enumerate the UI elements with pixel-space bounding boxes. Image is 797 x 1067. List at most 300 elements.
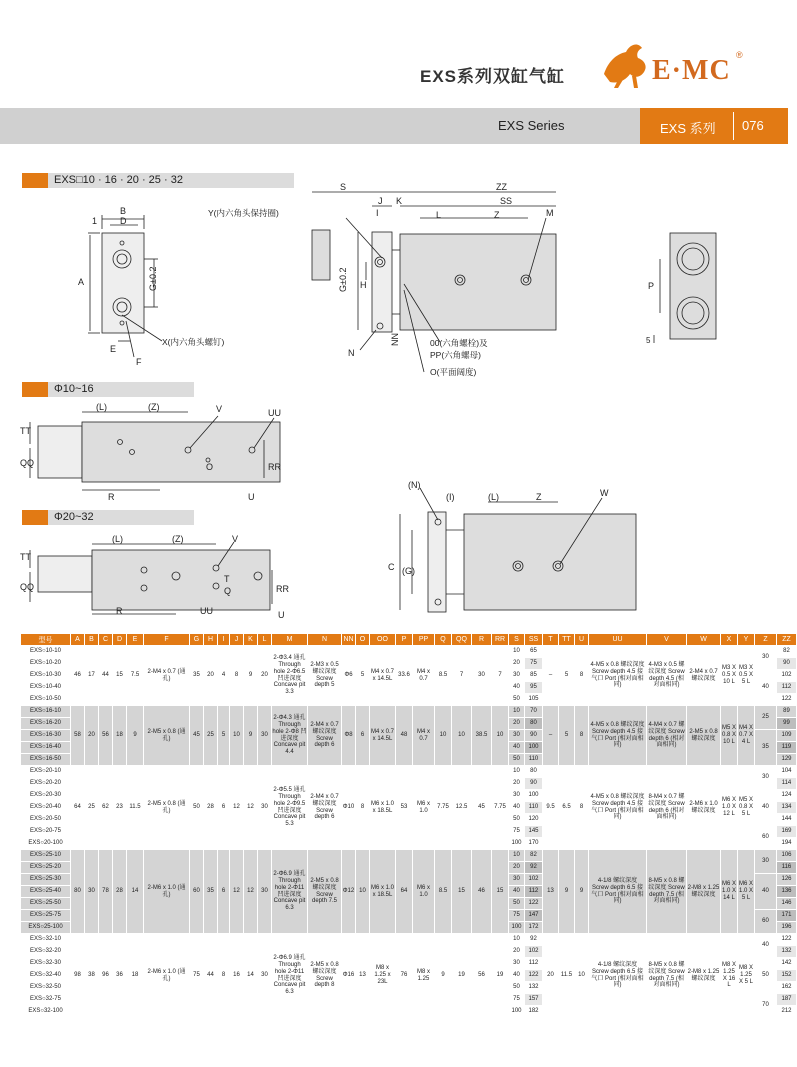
cell-zz: 114 (777, 778, 797, 790)
cell-x: M3 X 0.5 X 10 L (721, 646, 738, 706)
cell-o: 6 (356, 706, 370, 766)
cell-zz: 106 (777, 850, 797, 862)
svg-text:(Z): (Z) (172, 534, 184, 544)
cell-b: 25 (85, 766, 99, 850)
cell-l: 30 (258, 766, 272, 850)
spec-table (20, 633, 797, 1018)
cell-zz: 187 (777, 994, 797, 1006)
model-cell: EXS○20-75 (21, 826, 71, 838)
header-q: Q (435, 634, 452, 646)
table-header-row (21, 634, 797, 646)
svg-text:S: S (340, 182, 347, 192)
cell-ss: 132 (525, 982, 543, 994)
svg-text:(L): (L) (96, 402, 107, 412)
cell-c: 44 (99, 646, 113, 706)
cell-zz: 212 (777, 1006, 797, 1018)
side-view-phi20-drawing (380, 478, 650, 628)
side-view-drawing (208, 180, 630, 380)
model-cell: EXS○10-10 (21, 646, 71, 658)
cell-f: 2-M5 x 0.8 (通孔) (144, 766, 190, 850)
cell-z: 30 (755, 850, 777, 874)
header-c: C (99, 634, 113, 646)
svg-text:R: R (108, 492, 115, 502)
cell-m: 2-Φ4.3 通孔 Through hole 2-Φ8 凹进深度 Concave pit 4.4 (272, 706, 308, 766)
cell-c: 56 (99, 706, 113, 766)
cell-j: 10 (230, 706, 244, 766)
cell-qq: 19 (452, 934, 472, 1018)
cell-s: 50 (509, 982, 525, 994)
page-number: 076 (742, 118, 764, 133)
cell-ss: 170 (525, 838, 543, 850)
cell-i: 5 (218, 706, 230, 766)
svg-text:R: R (116, 606, 123, 616)
cell-ss: 70 (525, 706, 543, 718)
svg-text:P: P (648, 281, 655, 291)
cell-zz: 112 (777, 682, 797, 694)
series-name-cn: EXS 系列 (660, 121, 716, 136)
cell-ss: 80 (525, 766, 543, 778)
cell-b: 17 (85, 646, 99, 706)
cell-u: 9 (575, 850, 589, 934)
model-cell: EXS○20-30 (21, 790, 71, 802)
model-cell: EXS○25-10 (21, 850, 71, 862)
header-i: I (218, 634, 230, 646)
cell-e: 18 (127, 934, 144, 1018)
header-z: Z (755, 634, 777, 646)
cell-uu: 4-1/8 螺纹深度 Screw depth 6.5 接气口 Port (相对面相同) (589, 850, 647, 934)
cell-s: 100 (509, 1006, 525, 1018)
cell-nn: Φ12 (342, 850, 356, 934)
svg-text:H: H (360, 280, 367, 290)
cell-nn: Φ8 (342, 706, 356, 766)
cell-s: 20 (509, 778, 525, 790)
model-cell: EXS○32-10 (21, 934, 71, 946)
header-d: D (113, 634, 127, 646)
cell-z: 40 (755, 934, 777, 958)
cell-c: 78 (99, 850, 113, 934)
header-m: M (272, 634, 308, 646)
svg-text:E: E (110, 344, 117, 354)
cell-s: 75 (509, 826, 525, 838)
cell-nn: Φ16 (342, 934, 356, 1018)
cell-b: 30 (85, 850, 99, 934)
header-k: K (244, 634, 258, 646)
svg-text:K: K (396, 196, 403, 206)
cell-rr: 19 (492, 934, 509, 1018)
cell-zz: 144 (777, 814, 797, 826)
cell-d: 15 (113, 646, 127, 706)
svg-text:(N): (N) (408, 480, 421, 490)
header-model: 型号 (21, 634, 71, 646)
callout-o: O(平面阔度) (430, 367, 477, 377)
cell-k: 14 (244, 934, 258, 1018)
cell-s: 40 (509, 886, 525, 898)
cell-s: 40 (509, 682, 525, 694)
svg-text:(G): (G) (402, 566, 415, 576)
cell-j: 8 (230, 646, 244, 706)
cell-c: 96 (99, 934, 113, 1018)
cell-q: 8.5 (435, 850, 452, 934)
header-x: X (721, 634, 738, 646)
header-h: H (204, 634, 218, 646)
cell-nn: Φ10 (342, 766, 356, 850)
cell-ss: 112 (525, 886, 543, 898)
cell-ss: 122 (525, 898, 543, 910)
cell-tt: 6.5 (559, 766, 575, 850)
model-cell: EXS○16-20 (21, 718, 71, 730)
header-a: A (71, 634, 85, 646)
header-s: S (509, 634, 525, 646)
svg-text:A: A (78, 277, 85, 287)
cell-g: 75 (190, 934, 204, 1018)
cell-zz: 146 (777, 898, 797, 910)
cell-m: 2-Φ5.5 通孔 Through hole 2-Φ9.5 凹进深度 Concave pit 5.3 (272, 766, 308, 850)
cell-e: 14 (127, 850, 144, 934)
cell-l: 30 (258, 934, 272, 1018)
cell-s: 20 (509, 658, 525, 670)
cell-g: 50 (190, 766, 204, 850)
page-title: EXS系列双缸气缸 (420, 67, 566, 86)
cell-f: 2-M4 x 0.7 (通孔) (144, 646, 190, 706)
model-cell: EXS○25-30 (21, 874, 71, 886)
svg-text:5: 5 (646, 336, 651, 345)
cell-uu: 4-M5 x 0.8 螺纹深度 Screw depth 4.5 接气口 Port (相对面相同) (589, 706, 647, 766)
cell-zz: 136 (777, 886, 797, 898)
cell-y: M4 X 0.7 X 4 L (738, 706, 755, 766)
cell-h: 35 (204, 850, 218, 934)
cell-v: 4-M4 x 0.7 螺纹深度 Screw depth 6 (相对面相同) (647, 706, 687, 766)
cell-g: 35 (190, 646, 204, 706)
cell-p: 53 (396, 766, 413, 850)
model-cell: EXS○25-20 (21, 862, 71, 874)
cell-oo: M4 x 0.7 x 14.5L (370, 646, 396, 706)
header-pp: PP (413, 634, 435, 646)
cell-s: 30 (509, 790, 525, 802)
svg-text:V: V (216, 404, 223, 414)
model-cell: EXS○16-40 (21, 742, 71, 754)
cell-h: 20 (204, 646, 218, 706)
cell-ss: 102 (525, 874, 543, 886)
cell-y: M8 X 1.25 X 5 L (738, 934, 755, 1018)
cell-l: 30 (258, 850, 272, 934)
cell-j: 12 (230, 850, 244, 934)
cell-ss: 120 (525, 814, 543, 826)
model-cell: EXS○25-100 (21, 922, 71, 934)
svg-text:T: T (224, 574, 230, 584)
cell-oo: M6 x 1.0 x 18.5L (370, 850, 396, 934)
cell-s: 50 (509, 754, 525, 766)
cell-s: 40 (509, 742, 525, 754)
cell-d: 28 (113, 850, 127, 934)
cell-q: 10 (435, 706, 452, 766)
callout-x: X(内六角头螺钉) (162, 337, 225, 347)
model-cell: EXS○20-20 (21, 778, 71, 790)
callout-oo: 00(六角螺栓)及 (430, 338, 488, 348)
cell-ss: 92 (525, 862, 543, 874)
cell-tt: 9 (559, 850, 575, 934)
svg-text:W: W (600, 488, 609, 498)
cell-w: 2-M5 x 0.8 螺纹深度 (687, 706, 721, 766)
cell-oo: M4 x 0.7 x 14.5L (370, 706, 396, 766)
cell-f: 2-M6 x 1.0 (通孔) (144, 934, 190, 1018)
cell-v: 8-M4 x 0.7 螺纹深度 Screw depth 6 (相对面相同) (647, 766, 687, 850)
model-cell: EXS○32-100 (21, 1006, 71, 1018)
cell-ss: 80 (525, 718, 543, 730)
table-row (21, 850, 797, 862)
cell-uu: 4-M5 x 0.8 螺纹深度 Screw depth 4.5 接气口 Port (相对面相同) (589, 646, 647, 706)
cell-k: 12 (244, 766, 258, 850)
cell-ss: 172 (525, 922, 543, 934)
cell-zz: 122 (777, 934, 797, 946)
cell-ss: 105 (525, 694, 543, 706)
cell-zz: 196 (777, 922, 797, 934)
header-o: O (356, 634, 370, 646)
cell-zz: 129 (777, 754, 797, 766)
phi20-32-drawing (20, 530, 300, 620)
model-cell: EXS○32-30 (21, 958, 71, 970)
cell-qq: 10 (452, 706, 472, 766)
svg-text:(L): (L) (112, 534, 123, 544)
cell-z: 30 (755, 766, 777, 790)
svg-text:U: U (278, 610, 285, 620)
header-tt: TT (559, 634, 575, 646)
cell-z: 25 (755, 706, 777, 730)
cell-a: 98 (71, 934, 85, 1018)
svg-text:UU: UU (268, 408, 281, 418)
table-row (21, 706, 797, 718)
cell-o: 10 (356, 850, 370, 934)
cell-c: 62 (99, 766, 113, 850)
cell-z: 35 (755, 730, 777, 766)
header-oo: OO (370, 634, 396, 646)
cell-zz: 104 (777, 766, 797, 778)
svg-text:QQ: QQ (20, 582, 35, 592)
cell-s: 50 (509, 898, 525, 910)
callout-y: Y(内六角头保持圈) (208, 208, 279, 218)
end-view-drawing (70, 195, 250, 375)
cell-qq: 15 (452, 850, 472, 934)
svg-text:TT: TT (20, 552, 31, 562)
cell-zz: 171 (777, 910, 797, 922)
model-cell: EXS○10-40 (21, 682, 71, 694)
cell-v: 8-M5 x 0.8 螺纹深度 Screw depth 7.5 (相对面相同) (647, 850, 687, 934)
cell-z: 70 (755, 994, 777, 1018)
header-n: N (308, 634, 342, 646)
cell-p: 48 (396, 706, 413, 766)
header-rr: RR (492, 634, 509, 646)
header-b: B (85, 634, 99, 646)
cell-rr: 7 (492, 646, 509, 706)
cell-x: M6 X 1.0 X 12 L (721, 766, 738, 850)
svg-text:M: M (546, 208, 554, 218)
cell-zz: 89 (777, 706, 797, 718)
cell-e: 11.5 (127, 766, 144, 850)
table-row (21, 934, 797, 946)
cell-z: 60 (755, 910, 777, 934)
series-name-en: EXS Series (498, 118, 565, 133)
cell-u: 8 (575, 706, 589, 766)
cell-ss: 65 (525, 646, 543, 658)
cell-ss: 182 (525, 1006, 543, 1018)
cell-i: 6 (218, 766, 230, 850)
svg-text:C: C (388, 562, 395, 572)
cell-u: 10 (575, 934, 589, 1018)
cell-h: 25 (204, 706, 218, 766)
cell-s: 10 (509, 706, 525, 718)
cell-o: 8 (356, 766, 370, 850)
cell-v: 8-M5 x 0.8 螺纹深度 Screw depth 7.5 (相对面相同) (647, 934, 687, 1018)
cell-a: 80 (71, 850, 85, 934)
cell-k: 9 (244, 646, 258, 706)
cell-p: 64 (396, 850, 413, 934)
cell-ss: 95 (525, 682, 543, 694)
header-j: J (230, 634, 244, 646)
cell-s: 20 (509, 862, 525, 874)
cell-zz: 119 (777, 742, 797, 754)
cell-ss: 112 (525, 958, 543, 970)
cell-y: M6 X 1.0 X 5 L (738, 850, 755, 934)
cell-e: 7.5 (127, 646, 144, 706)
cell-g: 45 (190, 706, 204, 766)
cell-uu: 4-1/8 螺纹深度 Screw depth 6.5 接气口 Port (相对面相同) (589, 934, 647, 1018)
cell-q: 7.75 (435, 766, 452, 850)
band-divider (733, 112, 734, 140)
cell-pp: M4 x 0.7 (413, 646, 435, 706)
cell-m: 2-Φ6.9 通孔 Through hole 2-Φ11 凹进深度 Concave pit 6.3 (272, 934, 308, 1018)
cell-b: 38 (85, 934, 99, 1018)
header-t: T (543, 634, 559, 646)
svg-text:D: D (120, 216, 127, 226)
cell-zz: 169 (777, 826, 797, 838)
svg-text:UU: UU (200, 606, 213, 616)
callout-pp: PP(六角螺母) (430, 350, 482, 360)
cell-i: 4 (218, 646, 230, 706)
registered-mark: ® (736, 50, 743, 60)
rear-view-drawing (640, 225, 730, 355)
cell-t: – (543, 706, 559, 766)
cell-k: 9 (244, 706, 258, 766)
section-label-phi10: Φ10~16 (22, 382, 194, 397)
cell-s: 100 (509, 838, 525, 850)
cell-d: 18 (113, 706, 127, 766)
cell-p: 76 (396, 934, 413, 1018)
cell-a: 58 (71, 706, 85, 766)
svg-text:I: I (376, 208, 379, 218)
cell-s: 75 (509, 994, 525, 1006)
cell-y: M3 X 0.5 X 5 L (738, 646, 755, 706)
cell-t: 13 (543, 850, 559, 934)
cell-e: 9 (127, 706, 144, 766)
cell-q: 9 (435, 934, 452, 1018)
cell-s: 10 (509, 934, 525, 946)
model-cell: EXS○32-75 (21, 994, 71, 1006)
cell-ss: 92 (525, 934, 543, 946)
cell-ss: 102 (525, 946, 543, 958)
svg-text:Q: Q (224, 586, 232, 596)
cell-rr: 15 (492, 850, 509, 934)
svg-text:J: J (378, 196, 383, 206)
header-l: L (258, 634, 272, 646)
cell-qq: 12.5 (452, 766, 472, 850)
table-row (21, 646, 797, 658)
cell-z: 30 (755, 646, 777, 670)
cell-s: 30 (509, 730, 525, 742)
cell-nn: Φ6 (342, 646, 356, 706)
cell-s: 40 (509, 802, 525, 814)
cell-zz: 162 (777, 982, 797, 994)
model-cell: EXS○32-40 (21, 970, 71, 982)
model-cell: EXS○16-30 (21, 730, 71, 742)
svg-text:TT: TT (20, 426, 31, 436)
cell-s: 20 (509, 718, 525, 730)
cell-q: 8.5 (435, 646, 452, 706)
cell-o: 13 (356, 934, 370, 1018)
model-cell: EXS○10-50 (21, 694, 71, 706)
cell-m: 2-Φ6.9 通孔 Through hole 2-Φ11 凹进深度 Concave pit 6.3 (272, 850, 308, 934)
svg-text:RR: RR (268, 462, 281, 472)
phi10-16-drawing (20, 400, 290, 505)
cell-a: 46 (71, 646, 85, 706)
header-y: Y (738, 634, 755, 646)
header-ss: SS (525, 634, 543, 646)
cell-w: 2-M6 x 1.0 螺纹深度 (687, 766, 721, 850)
cell-y: M5 X 0.8 X 5 L (738, 766, 755, 850)
cell-r: 56 (472, 934, 492, 1018)
cell-m: 2-Φ3.4 通孔 Through hole 2-Φ6.5 凹进深度 Concave pit 3.3 (272, 646, 308, 706)
svg-text:G±0.2: G±0.2 (148, 266, 158, 291)
cell-g: 60 (190, 850, 204, 934)
cell-zz: 109 (777, 730, 797, 742)
svg-text:O: O (206, 462, 214, 472)
header-f: F (144, 634, 190, 646)
header-w: W (687, 634, 721, 646)
cell-pp: M6 x 1.0 (413, 850, 435, 934)
cell-z: 40 (755, 790, 777, 826)
header-v: V (647, 634, 687, 646)
cell-b: 20 (85, 706, 99, 766)
cell-ss: 100 (525, 742, 543, 754)
cell-p: 33.6 (396, 646, 413, 706)
cell-zz: 194 (777, 838, 797, 850)
cell-t: 9.5 (543, 766, 559, 850)
svg-text:F: F (136, 357, 142, 367)
cell-w: 2-M4 x 0.7 螺纹深度 (687, 646, 721, 706)
model-cell: EXS○10-20 (21, 658, 71, 670)
cell-j: 12 (230, 766, 244, 850)
svg-text:V: V (232, 534, 239, 544)
cell-k: 12 (244, 850, 258, 934)
cell-z: 50 (755, 958, 777, 994)
cell-zz: 142 (777, 958, 797, 970)
cell-i: 6 (218, 850, 230, 934)
cell-s: 10 (509, 646, 525, 658)
header-r: R (472, 634, 492, 646)
header-nn: NN (342, 634, 356, 646)
cell-oo: M8 x 1.25 x 23L (370, 934, 396, 1018)
model-cell: EXS○25-75 (21, 910, 71, 922)
model-cell: EXS○32-20 (21, 946, 71, 958)
cell-zz: 102 (777, 670, 797, 682)
table-row (21, 766, 797, 778)
header-qq: QQ (452, 634, 472, 646)
cell-d: 36 (113, 934, 127, 1018)
cell-t: 20 (543, 934, 559, 1018)
cell-j: 16 (230, 934, 244, 1018)
header-e: E (127, 634, 144, 646)
cell-pp: M8 x 1.25 (413, 934, 435, 1018)
header-zz: ZZ (777, 634, 797, 646)
cell-l: 30 (258, 706, 272, 766)
